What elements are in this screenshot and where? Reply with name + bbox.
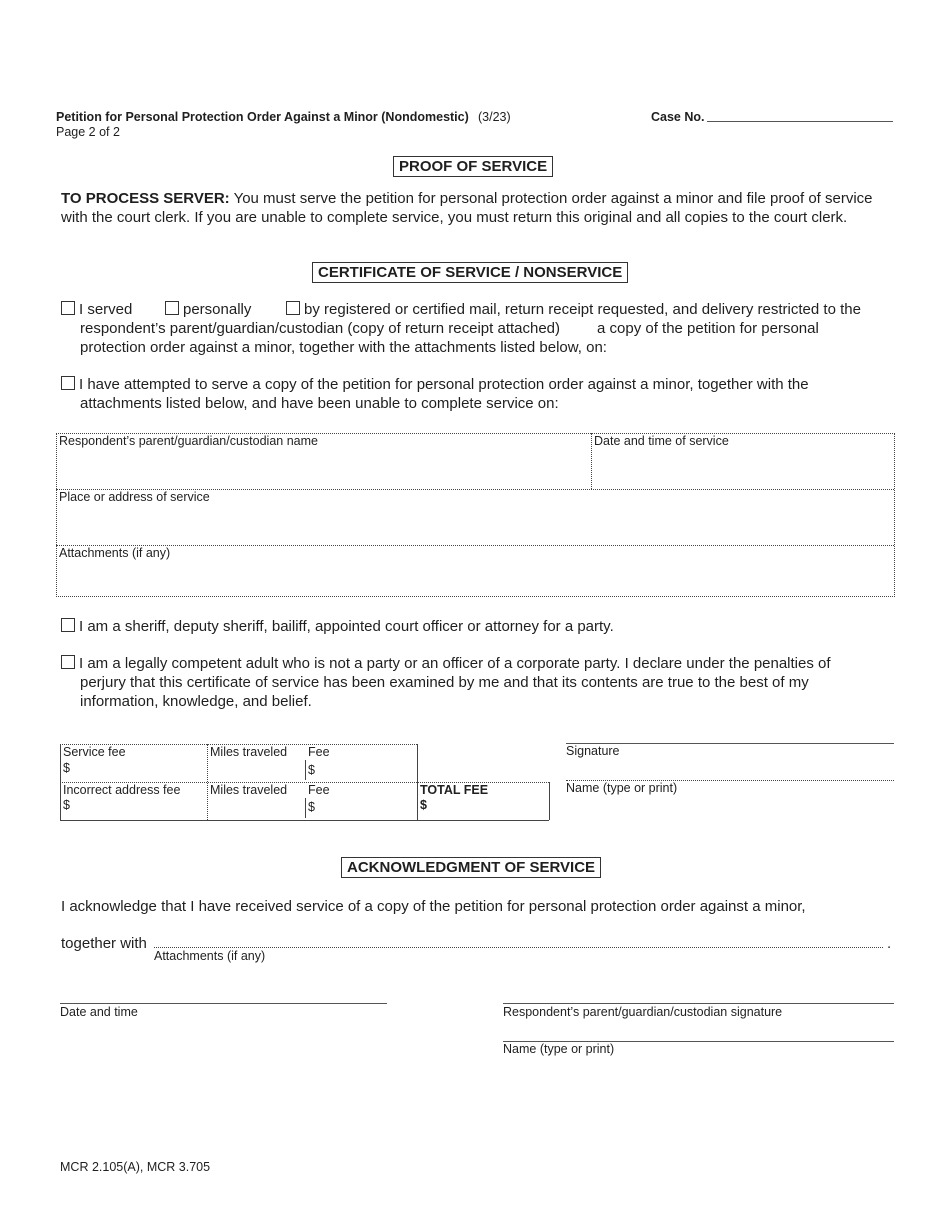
miles-traveled-field-2[interactable]: Miles traveled xyxy=(210,783,288,797)
by-mail-label: by registered or certified mail, return receipt requested, and delivery restricted to the xyxy=(304,301,861,318)
by-mail-option xyxy=(286,301,861,320)
i-served-label: I served xyxy=(79,301,133,318)
form-title-text: Petition for Personal Protection Order Against a Minor (Nondomestic) xyxy=(56,110,469,124)
fee-table-right xyxy=(549,782,550,820)
service-fee-label: Service fee xyxy=(63,745,126,759)
competent-adult-line-1 xyxy=(61,655,831,674)
competent-adult-line-2: perjury that this certificate of service has been examined by me and that its contents are true to the best of my xyxy=(80,674,809,691)
together-with-label: together with xyxy=(61,935,147,952)
total-fee-label: TOTAL FEE xyxy=(420,783,489,797)
together-with-period: . xyxy=(887,935,892,952)
personally-option xyxy=(165,301,251,320)
incorrect-address-fee-label: Incorrect address fee xyxy=(63,783,181,797)
fee-table-fee-tick-2 xyxy=(305,798,306,818)
fee-label-1: Fee xyxy=(308,745,330,759)
incorrect-address-fee-field[interactable]: $ xyxy=(63,798,70,812)
respondent-name-field[interactable]: Respondent’s parent/guardian/custodian name xyxy=(59,434,318,448)
service-details-table xyxy=(56,433,895,597)
page-number: Page 2 of 2 xyxy=(56,125,120,139)
ack-date-time-line[interactable] xyxy=(60,1003,387,1004)
fee-table-col-4 xyxy=(417,744,418,820)
footer-court-rules: MCR 2.105(A), MCR 3.705 xyxy=(60,1160,211,1174)
fee-field-2[interactable]: $ xyxy=(308,800,315,814)
sheriff-option xyxy=(61,618,614,637)
fee-table-left xyxy=(60,744,61,820)
form-revision: (3/23) xyxy=(478,110,511,124)
served-line-1 xyxy=(61,301,132,320)
served-line-2: respondent’s parent/guardian/custodian (copy of return receipt attached) xyxy=(80,320,561,337)
served-line-2b: a copy of the petition for personal xyxy=(597,320,819,337)
fee-label-2: Fee xyxy=(308,783,330,797)
total-fee-field[interactable]: $ xyxy=(420,798,427,812)
attachments-field[interactable]: Attachments (if any) xyxy=(59,546,171,560)
ack-date-time-label: Date and time xyxy=(60,1005,138,1019)
form-title xyxy=(56,110,469,124)
process-server-label: TO PROCESS SERVER: xyxy=(61,190,230,207)
certificate-title: CERTIFICATE OF SERVICE / NONSERVICE xyxy=(312,262,628,283)
process-server-text: You must serve the petition for personal protection order against a minor and file proof of service with the court clerk. If you are unable to complete service, you must return this original and all copies to the court clerk. xyxy=(61,190,873,226)
date-time-service-field[interactable]: Date and time of service xyxy=(594,434,729,448)
sheriff-checkbox[interactable] xyxy=(61,618,75,632)
attempted-line-1 xyxy=(61,376,809,395)
process-server-instructions xyxy=(61,190,896,227)
personally-label: personally xyxy=(183,301,252,318)
competent-adult-checkbox[interactable] xyxy=(61,655,75,669)
place-of-service-field[interactable]: Place or address of service xyxy=(59,490,210,504)
proof-of-service-title: PROOF OF SERVICE xyxy=(393,156,553,177)
signature-label: Signature xyxy=(566,744,620,758)
together-with-attachments-field[interactable] xyxy=(154,947,883,948)
acknowledgment-title: ACKNOWLEDGMENT OF SERVICE xyxy=(341,857,601,878)
fee-table-fee-tick-1 xyxy=(305,760,306,780)
name-label: Name (type or print) xyxy=(566,781,678,795)
fee-field-1[interactable]: $ xyxy=(308,763,315,777)
by-mail-checkbox[interactable] xyxy=(286,301,300,315)
sheriff-label: I am a sheriff, deputy sheriff, bailiff, appointed court officer or attorney for a party. xyxy=(79,618,614,635)
case-no-field[interactable] xyxy=(707,121,893,122)
i-served-checkbox[interactable] xyxy=(61,301,75,315)
respondent-signature-label: Respondent’s parent/guardian/custodian signature xyxy=(503,1005,783,1019)
fee-table-col-2 xyxy=(207,744,208,820)
service-table-divider xyxy=(591,433,592,489)
miles-traveled-field-1[interactable]: Miles traveled xyxy=(210,745,288,759)
personally-checkbox[interactable] xyxy=(165,301,179,315)
fee-table-bottom xyxy=(60,820,549,821)
competent-adult-label: I am a legally competent adult who is not a party or an officer of a corporate party. I declare under the penalties of xyxy=(79,655,831,672)
respondent-signature-line[interactable] xyxy=(503,1003,894,1004)
case-no-label: Case No. xyxy=(651,110,705,124)
service-table-row-divider-2 xyxy=(56,545,894,546)
attempted-checkbox[interactable] xyxy=(61,376,75,390)
attempted-line-2: attachments listed below, and have been unable to complete service on: xyxy=(80,395,559,412)
attempted-label: I have attempted to serve a copy of the petition for personal protection order against a minor, together with the xyxy=(79,376,809,393)
acknowledgment-text: I acknowledge that I have received service of a copy of the petition for personal protection order against a minor, xyxy=(61,898,806,915)
ack-attachments-label: Attachments (if any) xyxy=(154,949,266,963)
served-line-3: protection order against a minor, together with the attachments listed below, on: xyxy=(80,339,607,356)
service-fee-field[interactable]: $ xyxy=(63,761,70,775)
competent-adult-line-3: information, knowledge, and belief. xyxy=(80,693,312,710)
ack-name-label: Name (type or print) xyxy=(503,1042,615,1056)
